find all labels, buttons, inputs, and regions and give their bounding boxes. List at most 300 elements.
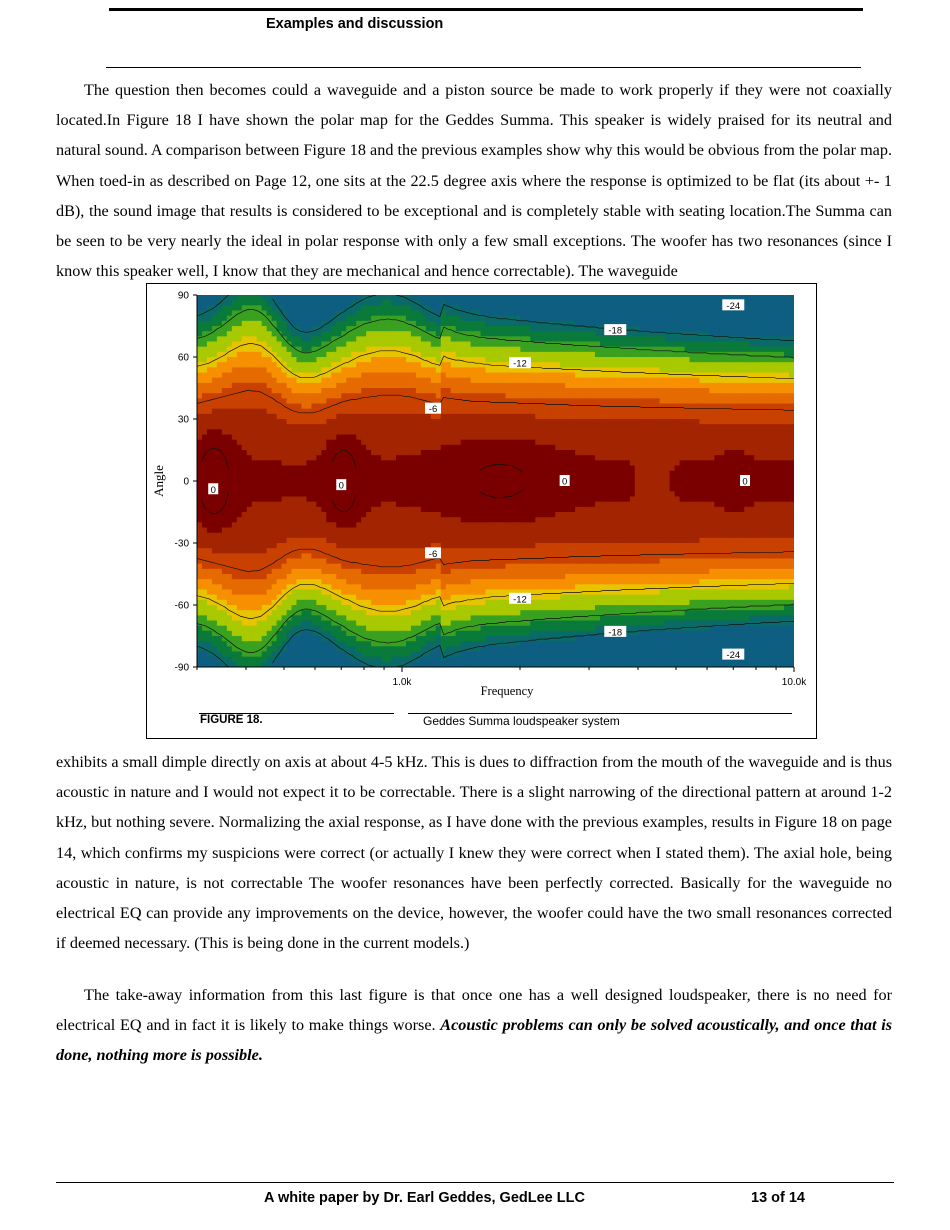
heatmap-cell (207, 316, 213, 322)
heatmap-cell (366, 305, 372, 311)
heatmap-cell (287, 605, 293, 611)
heatmap-cell (321, 331, 327, 337)
heatmap-cell (262, 352, 268, 358)
heatmap-cell (252, 641, 258, 647)
heatmap-cell (292, 300, 298, 306)
heatmap-cell (252, 471, 258, 477)
heatmap-cell (386, 621, 392, 627)
heatmap-cell (336, 388, 342, 394)
heatmap-cell (421, 455, 427, 461)
heatmap-cell (396, 419, 402, 425)
heatmap-cell (292, 305, 298, 311)
heatmap-cell (227, 657, 233, 663)
heatmap-cell (292, 414, 298, 420)
heatmap-cell (426, 497, 432, 503)
heatmap-cell (411, 357, 417, 363)
heatmap-cell (535, 460, 541, 466)
heatmap-cell (396, 466, 402, 472)
heatmap-cell (515, 326, 521, 332)
heatmap-cell (242, 584, 248, 590)
heatmap-cell (426, 336, 432, 342)
heatmap-cell (257, 409, 263, 415)
heatmap-cell (366, 615, 372, 621)
heatmap-cell (510, 398, 516, 404)
heatmap-cell (431, 342, 437, 348)
heatmap-cell (376, 595, 382, 601)
heatmap-cell (197, 631, 203, 637)
heatmap-cell (510, 476, 516, 482)
heatmap-cell (540, 331, 546, 337)
heatmap-cell (535, 378, 541, 384)
heatmap-cell (217, 362, 223, 368)
heatmap-cell (292, 331, 298, 337)
heatmap-cell (406, 502, 412, 508)
heatmap-cell (456, 347, 462, 353)
heatmap-cell (212, 466, 218, 472)
heatmap-cell (311, 471, 317, 477)
heatmap-cell (341, 491, 347, 497)
heatmap-cell (486, 393, 492, 399)
heatmap-cell (401, 383, 407, 389)
heatmap-cell (456, 538, 462, 544)
heatmap-cell (232, 378, 238, 384)
heatmap-cell (505, 631, 511, 637)
heatmap-cell (267, 626, 273, 632)
heatmap-cell (366, 398, 372, 404)
heatmap-cell (391, 455, 397, 461)
heatmap-cell (346, 543, 352, 549)
heatmap-cell (446, 646, 452, 652)
heatmap-cell (306, 538, 312, 544)
heatmap-cell (451, 419, 457, 425)
heatmap-cell (292, 398, 298, 404)
heatmap-cell (311, 404, 317, 410)
heatmap-cell (262, 471, 268, 477)
heatmap-cell (311, 641, 317, 647)
heatmap-cell (371, 409, 377, 415)
heatmap-cell (252, 440, 258, 446)
heatmap-cell (505, 321, 511, 327)
heatmap-cell (351, 424, 357, 430)
heatmap-cell (496, 383, 502, 389)
heatmap-cell (535, 424, 541, 430)
heatmap-cell (451, 300, 457, 306)
heatmap-cell (486, 605, 492, 611)
heatmap-cell (396, 517, 402, 523)
heatmap-cell (247, 393, 253, 399)
heatmap-cell (217, 574, 223, 580)
heatmap-cell (491, 357, 497, 363)
heatmap-cell (535, 533, 541, 539)
heatmap-cell (346, 373, 352, 379)
heatmap-cell (500, 528, 506, 534)
heatmap-cell (341, 543, 347, 549)
heatmap-cell (530, 326, 536, 332)
heatmap-cell (510, 326, 516, 332)
heatmap-cell (361, 502, 367, 508)
heatmap-cell (436, 300, 442, 306)
heatmap-cell (252, 502, 258, 508)
heatmap-cell (520, 605, 526, 611)
heatmap-cell (426, 481, 432, 487)
heatmap-cell (391, 460, 397, 466)
heatmap-cell (535, 373, 541, 379)
heatmap-cell (277, 321, 283, 327)
heatmap-cell (326, 507, 332, 513)
heatmap-cell (257, 491, 263, 497)
heatmap-cell (242, 357, 248, 363)
heatmap-cell (406, 435, 412, 441)
heatmap-cell (376, 404, 382, 410)
heatmap-cell (446, 657, 452, 663)
heatmap-cell (301, 559, 307, 565)
heatmap-cell (207, 476, 213, 482)
heatmap-cell (297, 331, 303, 337)
heatmap-cell (441, 466, 447, 472)
heatmap-cell (306, 378, 312, 384)
heatmap-cell (356, 538, 362, 544)
heatmap-cell (292, 574, 298, 580)
heatmap-cell (451, 429, 457, 435)
heatmap-cell (401, 357, 407, 363)
heatmap-cell (416, 636, 422, 642)
heatmap-cell (421, 347, 427, 353)
heatmap-cell (525, 342, 531, 348)
heatmap-cell (505, 466, 511, 472)
heatmap-cell (331, 388, 337, 394)
heatmap-cell (361, 512, 367, 518)
heatmap-cell (282, 305, 288, 311)
heatmap-cell (247, 507, 253, 513)
heatmap-cell (356, 595, 362, 601)
heatmap-cell (262, 517, 268, 523)
heatmap-cell (217, 528, 223, 534)
heatmap-cell (496, 295, 502, 301)
heatmap-cell (227, 373, 233, 379)
heatmap-cell (421, 595, 427, 601)
heatmap-cell (461, 393, 467, 399)
heatmap-cell (530, 486, 536, 492)
heatmap-cell (272, 388, 278, 394)
heatmap-cell (212, 362, 218, 368)
heatmap-cell (461, 419, 467, 425)
heatmap-cell (391, 409, 397, 415)
heatmap-cell (525, 652, 531, 658)
heatmap-cell (242, 512, 248, 518)
heatmap-cell (366, 512, 372, 518)
heatmap-cell (252, 564, 258, 570)
heatmap-cell (461, 512, 467, 518)
heatmap-cell (376, 419, 382, 425)
heatmap-cell (222, 471, 228, 477)
heatmap-cell (520, 574, 526, 580)
heatmap-cell (351, 652, 357, 658)
heatmap-cell (277, 564, 283, 570)
heatmap-cell (217, 316, 223, 322)
heatmap-cell (336, 497, 342, 503)
heatmap-cell (515, 522, 521, 528)
heatmap-cell (267, 388, 273, 394)
heatmap-cell (237, 378, 243, 384)
heatmap-cell (441, 388, 447, 394)
heatmap-cell (282, 476, 288, 482)
heatmap-cell (436, 486, 442, 492)
heatmap-cell (232, 471, 238, 477)
heatmap-cell (277, 641, 283, 647)
heatmap-cell (530, 652, 536, 658)
heatmap-cell (381, 491, 387, 497)
heatmap-cell (540, 373, 546, 379)
heatmap-cell (292, 404, 298, 410)
heatmap-cell (356, 533, 362, 539)
heatmap-cell (406, 471, 412, 477)
heatmap-cell (242, 579, 248, 585)
heatmap-cell (486, 357, 492, 363)
heatmap-cell (386, 636, 392, 642)
heatmap-cell (416, 584, 422, 590)
heatmap-cell (212, 316, 218, 322)
paragraph-1-text: The question then becomes could a waveguide and a piston source be made to work properly if they were not coaxially located.In Figure 18 I have shown the polar map for the Geddes Summa. This speaker is widely praised for its neutral and natural sound. A comparison between Figure 18 and the previous examples show why this would be obvious from the polar map. When toed-in as described on Page 12, one sits at the 22.5 degree axis where the response is optimized to be flat (its about +- 1 dB), the sound image that results is considered to be exceptional and is completely stable with seating location.The Summa can be seen to be very nearly the ideal in polar response with only a few small exceptions. The woofer has two resonances (since I know this speaker well, I know that they are mechanical and hence correctable). The waveguide (56, 81, 892, 281)
heatmap-cell (301, 342, 307, 348)
heatmap-cell (401, 440, 407, 446)
heatmap-cell (316, 646, 322, 652)
heatmap-cell (481, 600, 487, 606)
heatmap-cell (306, 564, 312, 570)
heatmap-cell (232, 445, 238, 451)
heatmap-cell (525, 471, 531, 477)
heatmap-cell (416, 610, 422, 616)
heatmap-cell (301, 311, 307, 317)
heatmap-cell (505, 569, 511, 575)
heatmap-cell (411, 502, 417, 508)
heatmap-cell (411, 553, 417, 559)
heatmap-cell (510, 321, 516, 327)
heatmap-cell (252, 450, 258, 456)
heatmap-cell (461, 388, 467, 394)
heatmap-cell (476, 316, 482, 322)
heatmap-cell (486, 579, 492, 585)
heatmap-cell (520, 559, 526, 565)
heatmap-cell (321, 445, 327, 451)
heatmap-cell (396, 311, 402, 317)
heatmap-cell (535, 429, 541, 435)
heatmap-cell (326, 455, 332, 461)
heatmap-cell (227, 414, 233, 420)
heatmap-cell (486, 486, 492, 492)
heatmap-cell (416, 543, 422, 549)
heatmap-cell (441, 373, 447, 379)
heatmap-cell (361, 528, 367, 534)
heatmap-cell (466, 621, 472, 627)
heatmap-cell (525, 512, 531, 518)
heatmap-cell (212, 295, 218, 301)
heatmap-cell (426, 507, 432, 513)
heatmap-cell (406, 579, 412, 585)
heatmap-cell (401, 373, 407, 379)
heatmap-cell (336, 455, 342, 461)
heatmap-cell (396, 342, 402, 348)
heatmap-cell (282, 497, 288, 503)
heatmap-cell (232, 398, 238, 404)
heatmap-cell (287, 398, 293, 404)
heatmap-cell (466, 615, 472, 621)
heatmap-cell (267, 553, 273, 559)
heatmap-cell (381, 455, 387, 461)
heatmap-cell (247, 300, 253, 306)
heatmap-cell (386, 615, 392, 621)
heatmap-cell (237, 414, 243, 420)
heatmap-cell (436, 512, 442, 518)
heatmap-cell (371, 564, 377, 570)
heatmap-cell (461, 657, 467, 663)
heatmap-cell (277, 414, 283, 420)
heatmap-cell (386, 362, 392, 368)
heatmap-cell (426, 352, 432, 358)
heatmap-cell (386, 497, 392, 503)
heatmap-cell (421, 300, 427, 306)
heatmap-cell (321, 450, 327, 456)
heatmap-cell (396, 378, 402, 384)
heatmap-cell (361, 414, 367, 420)
heatmap-cell (356, 378, 362, 384)
heatmap-cell (227, 383, 233, 389)
heatmap-cell (515, 471, 521, 477)
heatmap-cell (272, 373, 278, 379)
heatmap-cell (486, 326, 492, 332)
heatmap-cell (441, 460, 447, 466)
heatmap-cell (505, 352, 511, 358)
heatmap-cell (306, 636, 312, 642)
heatmap-cell (272, 466, 278, 472)
heatmap-cell (197, 564, 203, 570)
heatmap-cell (297, 486, 303, 492)
heatmap-cell (406, 440, 412, 446)
heatmap-cell (530, 300, 536, 306)
heatmap-cell (476, 445, 482, 451)
heatmap-cell (411, 548, 417, 554)
heatmap-cell (381, 507, 387, 513)
heatmap-cell (500, 481, 506, 487)
heatmap-cell (207, 435, 213, 441)
heatmap-cell (217, 605, 223, 611)
heatmap-cell (500, 533, 506, 539)
heatmap-cell (292, 357, 298, 363)
heatmap-cell (421, 429, 427, 435)
heatmap-cell (237, 621, 243, 627)
heatmap-cell (381, 367, 387, 373)
heatmap-cell (222, 336, 228, 342)
heatmap-cell (396, 522, 402, 528)
heatmap-cell (476, 512, 482, 518)
heatmap-cell (391, 646, 397, 652)
heatmap-cell (287, 512, 293, 518)
heatmap-cell (212, 522, 218, 528)
heatmap-cell (416, 533, 422, 539)
heatmap-cell (471, 342, 477, 348)
heatmap-cell (252, 466, 258, 472)
heatmap-cell (257, 590, 263, 596)
heatmap-cell (237, 336, 243, 342)
heatmap-cell (272, 460, 278, 466)
heatmap-cell (530, 476, 536, 482)
heatmap-cell (321, 538, 327, 544)
heatmap-cell (262, 497, 268, 503)
heatmap-cell (237, 600, 243, 606)
heatmap-cell (530, 564, 536, 570)
heatmap-cell (247, 621, 253, 627)
heatmap-cell (267, 331, 273, 337)
heatmap-cell (361, 652, 367, 658)
heatmap-cell (525, 626, 531, 632)
heatmap-cell (396, 409, 402, 415)
heatmap-cell (386, 553, 392, 559)
heatmap-cell (386, 450, 392, 456)
heatmap-cell (510, 543, 516, 549)
heatmap-cell (486, 429, 492, 435)
heatmap-cell (202, 378, 208, 384)
heatmap-cell (202, 486, 208, 492)
heatmap-cell (381, 357, 387, 363)
heatmap-cell (496, 528, 502, 534)
heatmap-cell (381, 543, 387, 549)
heatmap-cell (331, 398, 337, 404)
heatmap-cell (411, 584, 417, 590)
heatmap-cell (247, 336, 253, 342)
heatmap-cell (282, 414, 288, 420)
heatmap-cell (232, 326, 238, 332)
heatmap-cell (277, 450, 283, 456)
heatmap-cell (481, 548, 487, 554)
heatmap-cell (207, 579, 213, 585)
heatmap-cell (297, 440, 303, 446)
heatmap-cell (461, 450, 467, 456)
heatmap-cell (535, 497, 541, 503)
heatmap-cell (525, 305, 531, 311)
heatmap-cell (381, 331, 387, 337)
heatmap-cell (456, 491, 462, 497)
heatmap-cell (386, 367, 392, 373)
heatmap-cell (287, 440, 293, 446)
heatmap-cell (540, 383, 546, 389)
heatmap-cell (376, 476, 382, 482)
heatmap-cell (321, 352, 327, 358)
heatmap-cell (297, 615, 303, 621)
heatmap-cell (232, 455, 238, 461)
heatmap-cell (331, 605, 337, 611)
heatmap-cell (515, 295, 521, 301)
heatmap-cell (535, 610, 541, 616)
heatmap-cell (500, 548, 506, 554)
heatmap-cell (232, 538, 238, 544)
heatmap-cell (351, 538, 357, 544)
heatmap-cell (282, 569, 288, 575)
heatmap-cell (306, 533, 312, 539)
heatmap-cell (456, 657, 462, 663)
heatmap-cell (476, 419, 482, 425)
heatmap-cell (376, 321, 382, 327)
heatmap-cell (267, 646, 273, 652)
heatmap-cell (421, 538, 427, 544)
heatmap-cell (411, 491, 417, 497)
heatmap-cell (301, 517, 307, 523)
heatmap-cell (431, 584, 437, 590)
heatmap-cell (446, 641, 452, 647)
heatmap-cell (252, 378, 258, 384)
heatmap-cell (386, 491, 392, 497)
heatmap-cell (451, 460, 457, 466)
heatmap-cell (530, 605, 536, 611)
heatmap-cell (416, 311, 422, 317)
